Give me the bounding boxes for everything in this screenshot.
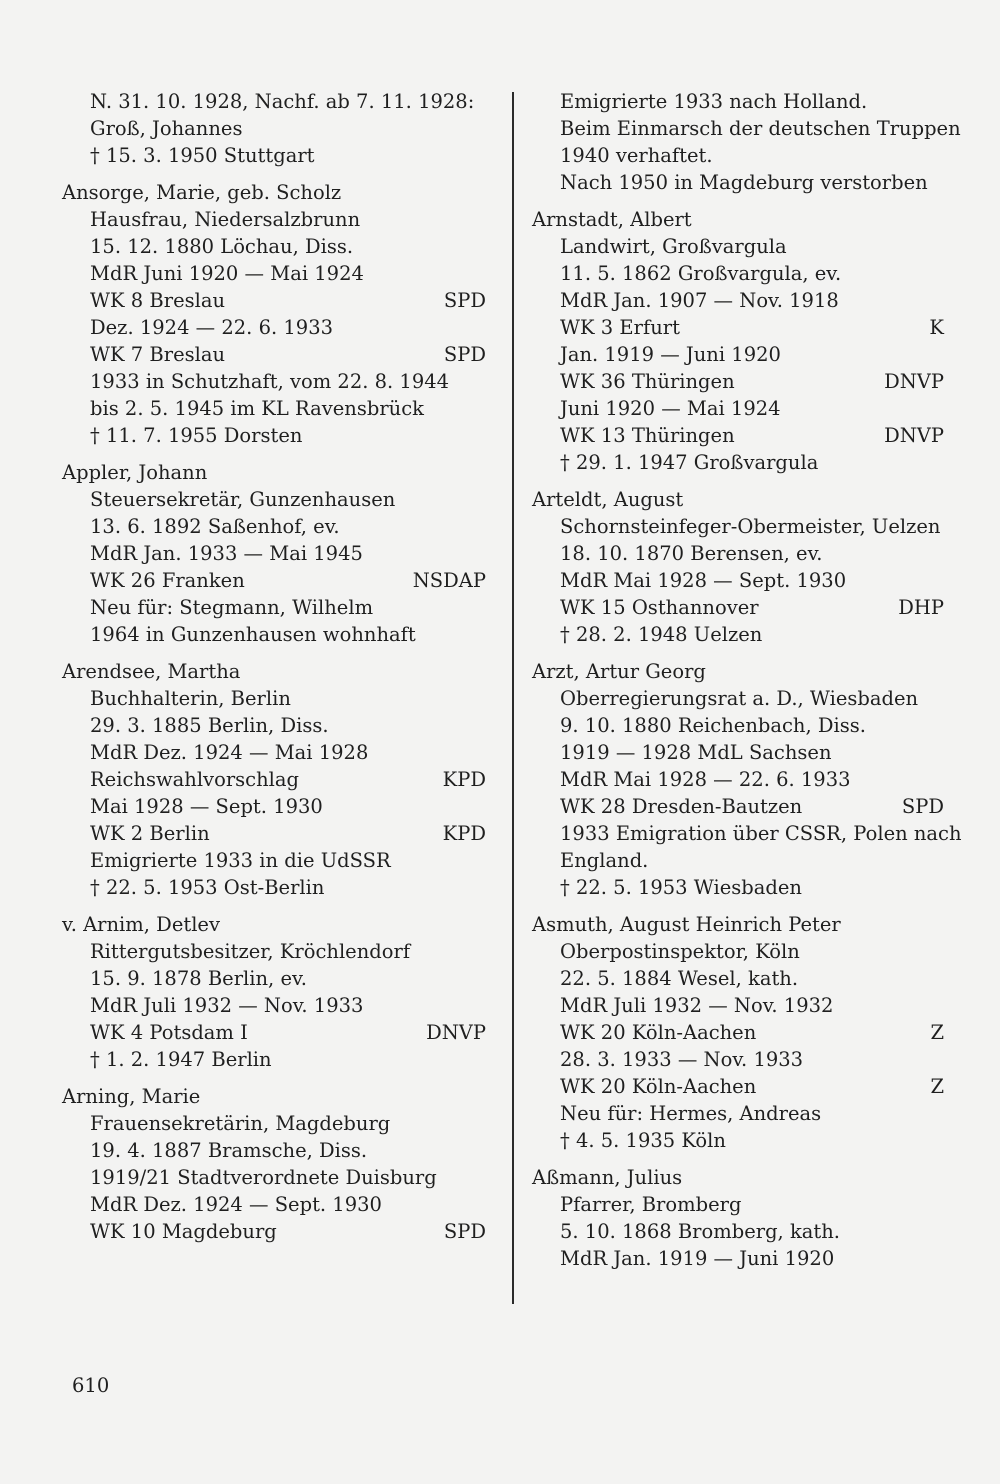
line-text: Ansorge, Marie, geb. Scholz [62, 181, 342, 204]
line-text: MdR Mai 1928 — 22. 6. 1933 [560, 768, 851, 791]
left-column [62, 88, 486, 1255]
line-text: Oberregierungsrat a. D., Wiesbaden [560, 687, 919, 710]
entry-line [532, 793, 944, 820]
party-label: NSDAP [412, 569, 486, 592]
entry-line [62, 594, 486, 621]
line-text: Landwirt, Großvargula [560, 235, 787, 258]
line-text: † 4. 5. 1935 Köln [560, 1129, 726, 1152]
column-divider [512, 92, 514, 1304]
line-text: Neu für: Stegmann, Wilhelm [90, 596, 374, 619]
entry-line [532, 1073, 944, 1100]
line-text: MdR Juni 1920 — Mai 1924 [90, 262, 364, 285]
entry-name [62, 459, 486, 486]
entry-line [532, 938, 944, 965]
entry-line [532, 233, 944, 260]
entry-line [62, 766, 486, 793]
entry-line [532, 766, 944, 793]
entry-line [532, 540, 944, 567]
entry-line [532, 965, 944, 992]
entry-line [532, 341, 944, 368]
biography-entry [62, 459, 486, 648]
line-text: Emigrierte 1933 in die UdSSR [90, 849, 391, 872]
line-text: Mai 1928 — Sept. 1930 [90, 795, 323, 818]
line-text: WK 13 Thüringen [560, 424, 735, 447]
line-text: 1964 in Gunzenhausen wohnhaft [90, 623, 416, 646]
line-text: England. [560, 849, 649, 872]
line-text: † 1. 2. 1947 Berlin [90, 1048, 272, 1071]
entry-line [62, 992, 486, 1019]
line-text: Jan. 1919 — Juni 1920 [560, 343, 781, 366]
line-text: WK 3 Erfurt [560, 316, 680, 339]
entry-line [62, 486, 486, 513]
line-text: MdR Juli 1932 — Nov. 1933 [90, 994, 364, 1017]
entry-line [62, 287, 486, 314]
entry-line [62, 1137, 486, 1164]
entry-line [62, 1046, 486, 1073]
party-label: SPD [443, 289, 486, 312]
line-text: Buchhalterin, Berlin [90, 687, 291, 710]
entry-line [532, 847, 944, 874]
entry-line [62, 233, 486, 260]
entry-line [532, 621, 944, 648]
party-label: SPD [443, 343, 486, 366]
line-text: † 29. 1. 1947 Großvargula [560, 451, 819, 474]
entry-name [532, 911, 944, 938]
entry-name [62, 658, 486, 685]
entry-line [62, 314, 486, 341]
biography-entry [532, 658, 962, 901]
entry-name [532, 1164, 944, 1191]
line-text: Dez. 1924 — 22. 6. 1933 [90, 316, 334, 339]
entry-name [532, 206, 944, 233]
line-text: Arteldt, August [532, 488, 684, 511]
entry-line [532, 820, 962, 847]
line-text: MdR Mai 1928 — Sept. 1930 [560, 569, 847, 592]
line-text: MdR Jan. 1919 — Juni 1920 [560, 1247, 835, 1270]
entry-line [62, 260, 486, 287]
entry-line [532, 874, 944, 901]
entry-line [532, 260, 944, 287]
party-label: KPD [442, 822, 486, 845]
entry-line [532, 314, 944, 341]
entry-line [532, 169, 944, 196]
line-text: 18. 10. 1870 Berensen, ev. [560, 542, 823, 565]
entry-line [532, 449, 944, 476]
line-text: 15. 9. 1878 Berlin, ev. [90, 967, 307, 990]
line-text: 1933 Emigration über CSSR, Polen nach [560, 822, 962, 845]
entry-line [62, 341, 486, 368]
entry-line [532, 1245, 944, 1272]
party-label: K [929, 316, 944, 339]
entry-name [532, 658, 944, 685]
line-text: bis 2. 5. 1945 im KL Ravensbrück [90, 397, 424, 420]
entry-line [532, 1046, 944, 1073]
line-text: MdR Jan. 1933 — Mai 1945 [90, 542, 363, 565]
entry-line [62, 1164, 486, 1191]
line-text: Pfarrer, Bromberg [560, 1193, 742, 1216]
line-text: MdR Dez. 1924 — Mai 1928 [90, 741, 369, 764]
line-text: WK 2 Berlin [90, 822, 210, 845]
entry-line [532, 685, 944, 712]
party-label: SPD [443, 1220, 486, 1243]
line-text: 1919 — 1928 MdL Sachsen [560, 741, 832, 764]
entry-line [62, 739, 486, 766]
entry-line [532, 1019, 944, 1046]
biography-entry [62, 179, 486, 449]
line-text: WK 15 Osthannover [560, 596, 759, 619]
line-text: Appler, Johann [62, 461, 208, 484]
entry-line [532, 1127, 944, 1154]
line-text: † 28. 2. 1948 Uelzen [560, 623, 763, 646]
party-label: KPD [442, 768, 486, 791]
entry-line [532, 287, 944, 314]
entry-name [62, 179, 486, 206]
party-label: SPD [901, 795, 944, 818]
line-text: Oberpostinspektor, Köln [560, 940, 800, 963]
line-text: MdR Dez. 1924 — Sept. 1930 [90, 1193, 382, 1216]
line-text: 19. 4. 1887 Bramsche, Diss. [90, 1139, 368, 1162]
line-text: Rittergutsbesitzer, Kröchlendorf [90, 940, 411, 963]
line-text: 22. 5. 1884 Wesel, kath. [560, 967, 799, 990]
line-text: 28. 3. 1933 — Nov. 1933 [560, 1048, 804, 1071]
line-text: WK 20 Köln-Aachen [560, 1021, 757, 1044]
biography-entry [532, 486, 944, 648]
entry-line [532, 739, 944, 766]
line-text: 1919/21 Stadtverordnete Duisburg [90, 1166, 437, 1189]
line-text: MdR Juli 1932 — Nov. 1932 [560, 994, 834, 1017]
entry-line [532, 594, 944, 621]
line-text: Emigrierte 1933 nach Holland. [560, 90, 868, 113]
biography-entry [532, 1164, 944, 1272]
line-text: WK 7 Breslau [90, 343, 226, 366]
line-text: Hausfrau, Niedersalzbrunn [90, 208, 361, 231]
entry-line [532, 513, 944, 540]
entry-line [62, 938, 486, 965]
line-text: Steuersekretär, Gunzenhausen [90, 488, 396, 511]
entry-line [532, 1191, 944, 1218]
entry-line [532, 1218, 944, 1245]
line-text: Arning, Marie [62, 1085, 201, 1108]
line-text: WK 4 Potsdam I [90, 1021, 248, 1044]
line-text: 11. 5. 1862 Großvargula, ev. [560, 262, 842, 285]
line-text: † 22. 5. 1953 Wiesbaden [560, 876, 802, 899]
entry-line [62, 206, 486, 233]
line-text: 15. 12. 1880 Löchau, Diss. [90, 235, 354, 258]
line-text: N. 31. 10. 1928, Nachf. ab 7. 11. 1928: [90, 90, 475, 113]
biography-entry [532, 88, 961, 196]
line-text: Neu für: Hermes, Andreas [560, 1102, 822, 1125]
line-text: Beim Einmarsch der deutschen Truppen [560, 117, 961, 140]
line-text: Nach 1950 in Magdeburg verstorben [560, 171, 928, 194]
entry-line [532, 142, 944, 169]
line-text: 13. 6. 1892 Saßenhof, ev. [90, 515, 340, 538]
entry-line [532, 1100, 944, 1127]
biography-entry [62, 658, 486, 901]
entry-line [532, 368, 944, 395]
line-text: WK 20 Köln-Aachen [560, 1075, 757, 1098]
entry-line [62, 368, 486, 395]
entry-line [62, 1110, 486, 1137]
line-text: 1940 verhaftet. [560, 144, 713, 167]
right-column [532, 88, 962, 1282]
line-text: Reichswahlvorschlag [90, 768, 299, 791]
line-text: 29. 3. 1885 Berlin, Diss. [90, 714, 329, 737]
line-text: WK 26 Franken [90, 569, 245, 592]
party-label: DNVP [426, 1021, 486, 1044]
entry-line [62, 422, 486, 449]
entry-line [62, 567, 486, 594]
entry-line [532, 395, 944, 422]
entry-line [532, 422, 944, 449]
party-label: DNVP [884, 424, 944, 447]
entry-line [62, 395, 486, 422]
party-label: Z [930, 1021, 944, 1044]
page-number: 610 [72, 1374, 110, 1397]
line-text: † 22. 5. 1953 Ost-Berlin [90, 876, 325, 899]
line-text: † 11. 7. 1955 Dorsten [90, 424, 303, 447]
biography-entry [532, 206, 944, 476]
entry-line [532, 567, 944, 594]
entry-line [62, 88, 486, 115]
line-text: Schornsteinfeger-Obermeister, Uelzen [560, 515, 941, 538]
biography-entry [532, 911, 944, 1154]
line-text: 1933 in Schutzhaft, vom 22. 8. 1944 [90, 370, 450, 393]
entry-line [532, 88, 944, 115]
line-text: Arnstadt, Albert [532, 208, 692, 231]
entry-line [62, 1191, 486, 1218]
entry-line [62, 965, 486, 992]
line-text: Aßmann, Julius [532, 1166, 683, 1189]
line-text: v. Arnim, Detlev [62, 913, 220, 936]
line-text: Groß, Johannes [90, 117, 243, 140]
biography-entry [62, 911, 486, 1073]
entry-line [62, 540, 486, 567]
entry-line [532, 992, 944, 1019]
line-text: 9. 10. 1880 Reichenbach, Diss. [560, 714, 866, 737]
line-text: Asmuth, August Heinrich Peter [532, 913, 841, 936]
biography-entry [62, 88, 486, 169]
line-text: Arendsee, Martha [62, 660, 241, 683]
entry-name [62, 911, 486, 938]
biography-entry [62, 1083, 486, 1245]
entry-line [62, 1019, 486, 1046]
line-text: Arzt, Artur Georg [532, 660, 706, 683]
entry-line [62, 621, 486, 648]
entry-line [62, 1218, 486, 1245]
entry-line [62, 712, 486, 739]
entry-line [62, 513, 486, 540]
entry-line [62, 115, 486, 142]
entry-line [532, 712, 944, 739]
line-text: WK 8 Breslau [90, 289, 226, 312]
entry-line [62, 793, 486, 820]
party-label: Z [930, 1075, 944, 1098]
line-text: 5. 10. 1868 Bromberg, kath. [560, 1220, 840, 1243]
line-text: WK 10 Magdeburg [90, 1220, 277, 1243]
entry-line [62, 685, 486, 712]
entry-line [62, 142, 486, 169]
entry-name [62, 1083, 486, 1110]
entry-line [532, 115, 961, 142]
entry-line [62, 874, 486, 901]
line-text: WK 36 Thüringen [560, 370, 735, 393]
line-text: Frauensekretärin, Magdeburg [90, 1112, 391, 1135]
line-text: Juni 1920 — Mai 1924 [560, 397, 781, 420]
line-text: † 15. 3. 1950 Stuttgart [90, 144, 315, 167]
entry-line [62, 820, 486, 847]
entry-line [62, 847, 486, 874]
line-text: MdR Jan. 1907 — Nov. 1918 [560, 289, 839, 312]
party-label: DHP [898, 596, 944, 619]
party-label: DNVP [884, 370, 944, 393]
line-text: WK 28 Dresden-Bautzen [560, 795, 803, 818]
entry-name [532, 486, 944, 513]
